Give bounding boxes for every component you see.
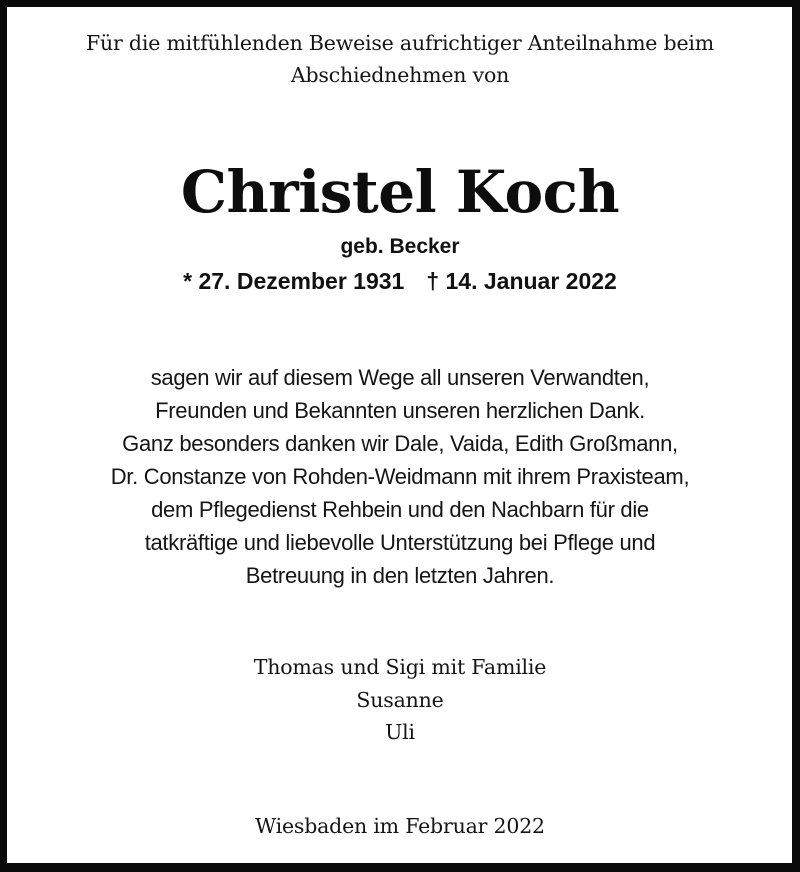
maiden-name: geb. Becker <box>340 235 460 258</box>
deceased-name: Christel Koch <box>180 158 620 226</box>
body-line-2: Freunden und Bekannten unseren herzlichen Dank. <box>155 398 645 423</box>
life-dates <box>0 268 800 295</box>
signatory-1: Thomas und Sigi mit Familie <box>253 655 547 679</box>
intro-line-2: Abschiednehmen von <box>290 63 510 87</box>
body-line-7: Betreuung in den letzten Jahren. <box>245 563 555 588</box>
intro-line-1: Für die mitfühlenden Beweise aufrichtiger Anteilnahme beim <box>85 31 715 55</box>
body-line-5: dem Pflegedienst Rehbein und den Nachbarn für die <box>151 497 649 522</box>
death-date: † 14. Januar 2022 <box>426 268 617 294</box>
place-date: Wiesbaden im Februar 2022 <box>255 814 545 838</box>
signatory-2: Susanne <box>356 688 444 712</box>
body-line-1: sagen wir auf diesem Wege all unseren Verwandten, <box>150 365 650 390</box>
body-line-4: Dr. Constanze von Rohden-Weidmann mit ihrem Praxisteam, <box>110 464 690 489</box>
body-line-3: Ganz besonders danken wir Dale, Vaida, Edith Großmann, <box>122 431 678 456</box>
signatory-3: Uli <box>385 720 415 744</box>
body-line-6: tatkräftige und liebevolle Unterstützung bei Pflege und <box>144 530 656 555</box>
birth-date: * 27. Dezember 1931 <box>183 268 405 294</box>
